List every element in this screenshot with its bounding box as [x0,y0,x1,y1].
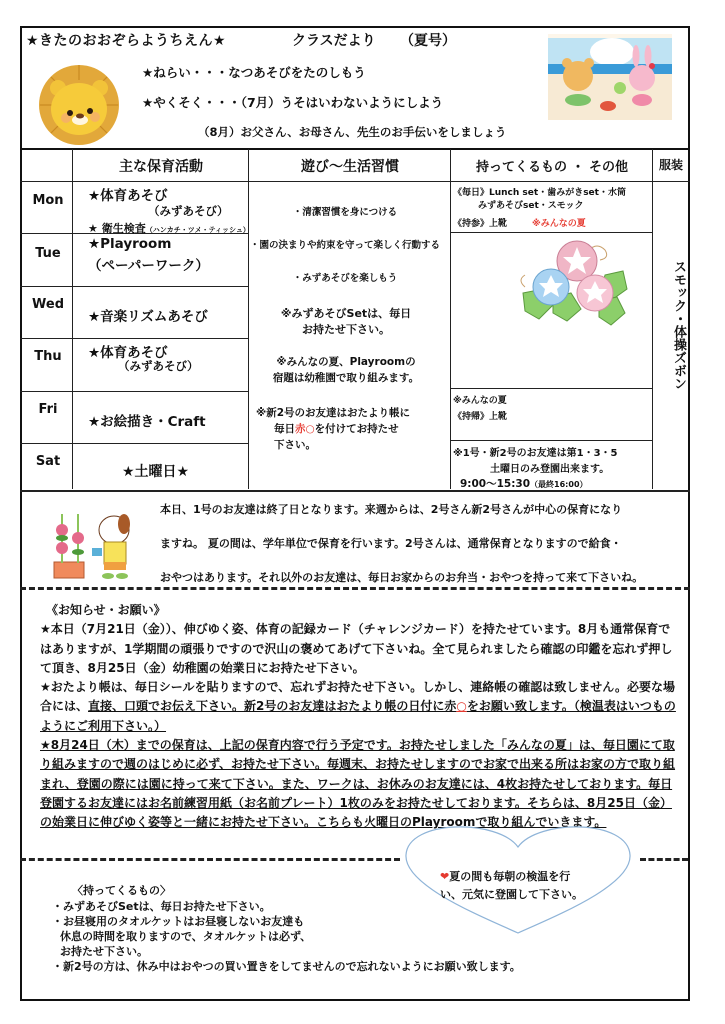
school-name: ★きたのおおぞらようちえん★ [26,33,227,49]
note-homework-line1: ※みんなの夏、Playroomの [276,356,416,368]
note-homework [252,354,440,386]
bring-item-3: ・新2号の方は、休み中はおやつの買い置きをしてませんので忘れないようにお願い致します。 [52,960,521,973]
text: ★おたより帳は、毎日シールを貼りますので、忘れずお持たせ下さい。しかし、連絡帳の確認は致しません。必要な場合には、 [40,680,676,714]
divider [20,443,249,444]
dashed-separator [20,587,690,590]
items-daily-2: みずあそびset・スモック [478,201,584,211]
header-items: 持ってくるもの ・ その他 [475,160,629,175]
note-new-2 [256,405,444,453]
temperature-reminder [440,868,610,904]
note-new-2-line3: 下さい。 [274,439,316,451]
activity-mon-extra [88,220,250,236]
dashed-separator [20,858,400,861]
habit-3: ・みずあそびを楽しもう [292,273,398,284]
underlined-text: をお願い致します。（検温表はいつものようにご利用下さい。） [40,699,676,733]
text: 夏の間も毎朝の検温を行 [449,870,571,883]
divider [72,149,73,489]
temperature-reminder-line1 [440,868,610,886]
divider [450,232,653,233]
items-sat-1: ※1号・新2号のお友達は第1・3・5 [453,448,618,459]
bring-item-2: ・お昼寝用のタオルケットはお昼寝しないお友達も [52,915,305,928]
promise-july-text: ★やくそく・・・（7月）うそはいわないようにしよう [142,95,444,110]
activity-thu: ★体育あそび [88,345,168,361]
aim-text: ★ねらい・・・なつあそびをたのしもう [142,65,366,80]
saturday-final: （最終16:00） [530,480,588,489]
text: を付けてお持たせ [314,423,399,435]
table-bottom-border [20,490,690,492]
notice-3: ★8月24日（木）までの保育は、上記の保育内容で行う予定です。お持たせしました「みんなの夏」は、毎日園にて取り組みますので週のはじめに必ず、お持たせ下さい。毎週末、お持たせしますのでお家で出来る所はお家の方で取り組まれ、登園の際には園に持って来て下さい。また、ワークは、お休みのお友達には、4枚お持たせしております。毎日登園するお友達にはお名前練習用紙（お名前プレート）1枚のみをお持たせしております。そちらは、8月25日（金）の始業日に伸びゆく姿等と一緒にお持たせ下さい。こちらも火曜日のPlayroomで取り組んでいきます。 [40,738,676,830]
note-homework-line2: 宿題は幼稚園で取り組みます。 [272,372,420,384]
table-top-border [20,148,690,150]
activity-mon: ★体育あそび [88,188,168,204]
items-bring-red: ※みんなの夏 [532,219,586,229]
bring-item-2-cont: 休息の時間を取りますので、タオルケットは必ず、 [60,930,312,943]
promise-august-text: （8月）お父さん、お母さん、先生のお手伝いをしましょう [198,125,507,139]
morning-glory-illustration [515,235,635,330]
note-new-2-line2 [256,421,444,437]
newsletter-issue: （夏号） [400,33,456,49]
divider [248,149,249,489]
divider [20,181,690,182]
items-bring: 《持参》上靴 [453,219,508,229]
beach-illustration [548,34,672,120]
activity-wed: ★音楽リズムあそび [88,309,208,325]
day-sat: Sat [35,454,61,469]
header-play-habits: 遊び～生活習慣 [301,159,399,175]
items-fri-1: ※みんなの夏 [453,396,507,406]
red-circle-mark: ○ [456,699,467,714]
divider [20,286,249,287]
note-water-play [252,306,440,338]
activity-fri: ★お絵描き・Craft [88,414,206,430]
items-fri-2: 《持帰》上靴 [453,412,508,422]
notice-2 [40,678,680,736]
divider [450,388,653,389]
message-line-2: ますね。 夏の間は、学年単位で保育を行います。2号さんは、通常保育となりますので給食・ [160,537,622,550]
day-wed: Wed [32,297,64,312]
message-line-1: 本日、1号のお友達は終了日となります。来週からは、2号さん新2号さんが中心の保育になり [160,503,623,516]
newsletter-title: クラスだより [292,33,376,49]
activity-sat: ★土曜日★ [122,464,190,480]
underlined-text: 直接、口頭でお伝え下さい。新2号のお友達はおたより帳の日付に赤 [88,699,457,714]
heart-icon: ❤ [440,870,450,883]
header-clothing: 服装 [658,158,683,172]
hygiene-check-note: （ハンカチ・ツメ・ティッシュ） [145,226,250,234]
clothing-text: スモック・体操ズボン [671,260,686,390]
notice-1: ★本日（7月21日（金））、伸びゆく姿、体育の記録カード（チャレンジカード）を持たせています。8月も通常保育ではありますが、1学期間の頑張りですので沢山の褒めてあげて下さいね。全て見られましたら確認の印鑑を忘れず押して頂き、8月25日（金）幼稚園の始業日にお持たせ下さい。 [40,622,673,675]
dashed-separator [640,858,688,861]
note-water-play-line2: お持たせ下さい。 [302,323,390,336]
activity-thu-sub: （みずあそび） [118,359,199,373]
items-daily: 《毎日》Lunch set・歯みがきset・水筒 [453,188,626,198]
divider [450,440,653,441]
hygiene-check: ★ 衛生検査 [88,222,146,235]
divider [20,391,249,392]
bring-title: 〈持ってくるもの〉 [72,884,171,897]
saturday-hours: 9:00～15:30 [460,478,531,490]
items-sat-3 [460,476,588,491]
day-thu: Thu [34,349,62,364]
red-circle-mark: 赤○ [295,423,315,435]
day-mon: Mon [32,193,64,208]
activity-tue: ★Playroom [88,236,172,252]
lion-illustration [36,60,122,146]
activity-tue-sub: （ペーパーワーク） [88,258,209,274]
notices-title: 《お知らせ・お願い》 [46,603,166,617]
header-activities: 主な保育活動 [119,159,203,175]
day-fri: Fri [38,402,58,417]
habit-1: ・清潔習慣を身につける [292,207,398,218]
bring-item-1: ・みずあそびSetは、毎日お持たせ下さい。 [52,900,271,913]
message-line-3: おやつはあります。それ以外のお友達は、毎日お家からのお弁当・おやつを持って来て下さいね。 [160,571,644,584]
note-water-play-line1: ※みずあそびSetは、毎日 [280,307,412,320]
activity-mon-sub: （みずあそび） [148,204,229,218]
divider [20,338,249,339]
day-tue: Tue [35,246,61,261]
divider [450,149,451,489]
bring-item-2-end: お持たせ下さい。 [60,945,148,958]
habit-2: ・園の決まりや約束を守って楽しく行動する [250,240,441,251]
notices-section [40,601,680,833]
items-sat-2: 土曜日のみ登園出来ます。 [490,464,610,475]
text: 毎日 [274,423,295,435]
dog-watering-flowers-illustration [44,508,139,583]
note-new-2-line1: ※新2号のお友達はおたより帳に [256,407,411,419]
temperature-reminder-line2: い、元気に登園して下さい。 [440,888,583,901]
